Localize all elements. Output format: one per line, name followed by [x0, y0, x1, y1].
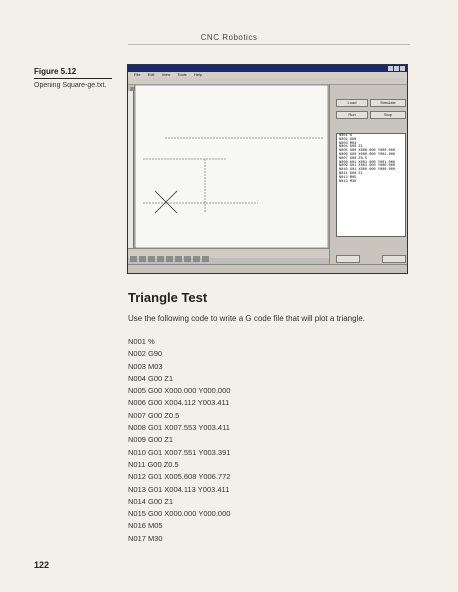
- toolbar-icon: [148, 256, 155, 262]
- gcode-line: N005 G00 X000.000 Y000.000: [339, 149, 396, 154]
- app-titlebar: [128, 65, 407, 72]
- close-icon: [400, 66, 405, 71]
- gcode-line: N003 M03: [339, 141, 357, 146]
- gcode-line: N008 G01 X007.553 Y003.411: [128, 423, 230, 433]
- section-intro: Use the following code to write a G code file that will plot a triangle.: [128, 314, 366, 323]
- menu-item: File: [134, 72, 141, 77]
- gcode-line: N010 G01 X000.000 Y000.000: [339, 168, 396, 173]
- gcode-line: N001 %: [339, 134, 352, 138]
- toolbar-icon: [157, 256, 164, 262]
- gcode-line: N009 G01 X001.000 Y000.000: [339, 164, 396, 169]
- figure-caption: Opening Square-ge.txt.: [34, 82, 107, 89]
- gcode-line: N013 G01 X004.113 Y003.411: [128, 484, 230, 494]
- figure-label: Figure 5.12: [34, 67, 77, 76]
- toolbar-icon: [184, 256, 191, 262]
- app-bottom-toolbar: [128, 248, 329, 258]
- simulate-button: Simulate: [370, 99, 406, 107]
- gcode-line: N004 G00 Z1: [339, 145, 363, 150]
- plot-area: [135, 85, 328, 248]
- gcode-line: N012 G01 X005.608 Y006.772: [128, 472, 231, 482]
- maximize-icon: [394, 66, 399, 71]
- gcode-line: N004 G00 Z1: [128, 373, 174, 383]
- gcode-line: N002 G90: [128, 349, 163, 359]
- gcode-line: N016 M05: [128, 521, 163, 531]
- toolbar-icon: [193, 256, 200, 262]
- gcode-line: N014 G00 Z1: [128, 496, 174, 506]
- toolbar-icon: [202, 256, 209, 262]
- app-toolbar: [128, 78, 407, 85]
- panel-button-left: [336, 255, 360, 263]
- gcode-line: N007 G00 Z0.5: [128, 410, 180, 420]
- run-button: Run: [336, 111, 368, 119]
- gcode-line: N011 G00 Z1: [339, 171, 363, 176]
- gcode-line: N008 G01 X001.000 Y001.000: [339, 160, 396, 165]
- gcode-line: N011 G00 Z0.5: [128, 459, 179, 469]
- menu-item: Tools: [177, 72, 187, 77]
- page-number: 122: [34, 560, 50, 570]
- app-statusbar: [128, 264, 407, 274]
- gcode-line: N007 G00 Z0.5: [339, 156, 368, 161]
- toolbar-icon: [130, 256, 137, 262]
- toolbar-icon: [175, 256, 182, 262]
- gcode-line: N003 M03: [128, 361, 163, 371]
- panel-button-right: [382, 255, 406, 263]
- gcode-line: N017 M30: [128, 533, 163, 543]
- menu-item: View: [161, 72, 171, 77]
- menu-item: Help: [193, 72, 203, 77]
- minimize-icon: [388, 66, 393, 71]
- stop-button: Stop: [370, 111, 406, 119]
- running-header: CNC Robotics: [200, 33, 258, 42]
- section-title: Triangle Test: [128, 290, 208, 305]
- gcode-line: N013 M30: [339, 179, 357, 184]
- gcode-line: N012 M05: [339, 175, 357, 180]
- window-controls: [387, 66, 405, 71]
- header-rule: [128, 44, 410, 45]
- gcode-line: N006 G00 X004.112 Y003.411: [128, 398, 230, 408]
- control-panel: [329, 85, 408, 268]
- gcode-line: N009 G00 Z1: [128, 435, 174, 445]
- gcode-listing: [336, 133, 406, 237]
- gcode-block: [128, 336, 230, 545]
- toolbar-icon: [166, 256, 173, 262]
- plot-canvas: [133, 85, 330, 274]
- figure-screenshot: [127, 64, 408, 274]
- figure-rule: [34, 78, 112, 79]
- gcode-line: N002 G90: [339, 137, 357, 142]
- gcode-line: N006 G00 X000.000 Y001.000: [339, 152, 396, 157]
- gcode-line: N001 %: [128, 337, 155, 346]
- toolbar-icon: [139, 256, 146, 262]
- load-button: Load: [336, 99, 368, 107]
- gcode-line: N015 G00 X000.000 Y000.000: [128, 509, 231, 519]
- gcode-line: N010 G01 X007.551 Y003.391: [128, 447, 231, 457]
- menu-item: Edit: [147, 72, 155, 77]
- gcode-line: N005 G00 X000.000 Y000.000: [128, 386, 231, 396]
